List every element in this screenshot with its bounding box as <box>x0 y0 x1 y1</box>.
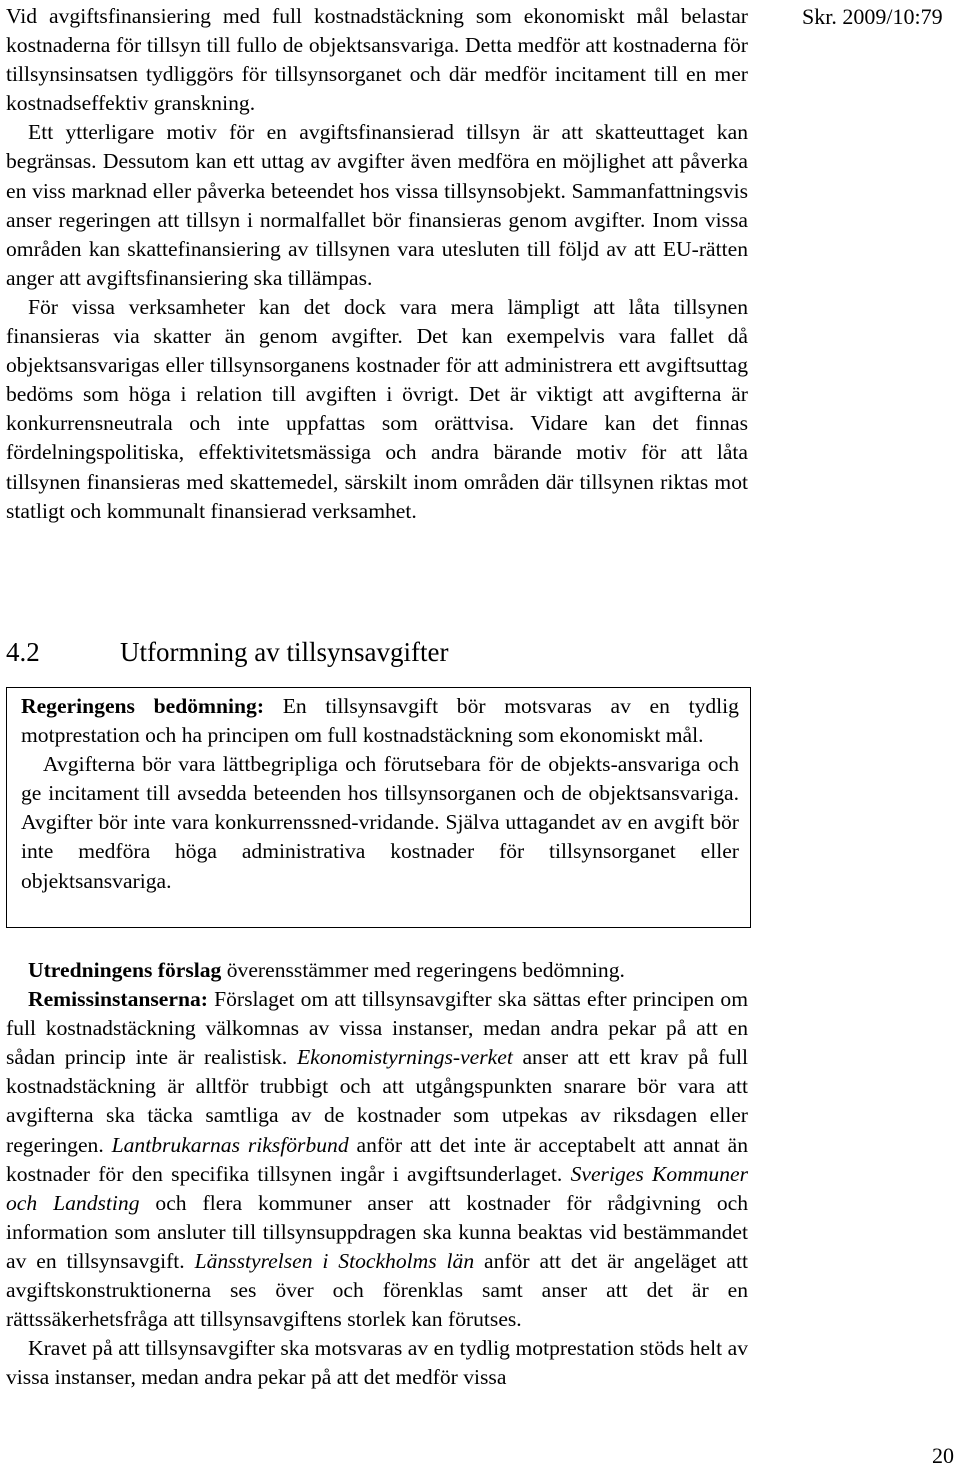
intro-text-block <box>6 2 748 526</box>
paragraph-1: Vid avgiftsfinansiering med full kostnadstäckning som ekonomiskt mål belastar kostnaderna för tillsyn till fullo de objektsansvariga. Detta medför att kostnaderna för tillsynsinsatsen tydliggörs för tillsynsorganet och där medför incitament till en mer kostnadseffektiv granskning. <box>6 4 748 116</box>
proposal-text-block <box>6 956 748 1392</box>
paragraph-2: Ett ytterligare motiv för en avgiftsfinansierad tillsyn är att skatteuttaget kan begränsas. Dessutom kan ett uttag av avgifter även medföra en möjlighet att påverka en viss marknad eller påverka beteendet hos vissa tillsynsobjekt. Sammanfattningsvis anser regeringen att tillsyn i normalfallet bör finansieras genom avgifter. Inom vissa områden kan skattefinansiering av tillsynen vara utesluten till följd av att EU-rätten anger att avgiftsfinansiering ska tillämpas. <box>6 120 748 290</box>
page-number: 20 <box>932 1443 954 1468</box>
section-title: Utformning av tillsynsavgifter <box>120 637 449 667</box>
assessment-paragraph-1 <box>21 692 739 750</box>
document-reference: Skr. 2009/10:79 <box>802 4 943 29</box>
referral-paragraph <box>6 985 748 1334</box>
referral-text-5: anför att det är angeläget att avgiftskonstruktionerna ses över och förenklas samt anser att det är en rättssäkerhetsfråga att tillsynsavgiftens storlek kan förutses. <box>6 1248 749 1332</box>
referral-label: Remissinstanserna: <box>28 987 208 1012</box>
final-paragraph: Kravet på att tillsynsavgifter ska motsvaras av en tydlig motprestation stöds helt av vissa instanser, medan andra pekar på att det medför vissa <box>6 1336 748 1390</box>
referral-agency-3: Sveriges Kommuner och Landsting <box>6 1161 748 1215</box>
referral-text-4: och flera kommuner anser att kostnader för rådgivning och information som ansluter till tillsynsuppdragen ska kunna beaktas vid bestämmandet av en tillsynsavgift. <box>6 1190 749 1273</box>
section-number: 4.2 <box>6 637 40 667</box>
inquiry-paragraph <box>6 956 748 985</box>
section-heading <box>6 634 448 670</box>
assessment-paragraph-2: Avgifterna bör vara lättbegripliga och förutsebara för de objekts-ansvariga och ge incitament till avsedda beteenden hos tillsynsorganen och de objektsansvariga. Avgifter bör inte vara konkurrenssned-vridande. Själva uttagandet av en avgift bör inte medföra höga administrativa kostnader för tillsynsorganet eller objektsansvariga. <box>21 752 739 893</box>
referral-agency-4: Länsstyrelsen i Stockholms län <box>194 1248 475 1273</box>
inquiry-text: överensstämmer med regeringens bedömning. <box>221 958 625 982</box>
referral-text-2: anser att ett krav på full kostnadstäckning är alltför trubbigt och att utgångspunkten snarare bör vara att avgifterna ska täcka samtliga av de kostnader som utpekas av riksdagen eller regeringen. <box>6 1045 749 1157</box>
inquiry-label: Utredningens förslag <box>28 958 222 982</box>
referral-text-1: Förslaget om att tillsynsavgifter ska sättas efter principen om full kostnadstäckning välkomnas av vissa instanser, medan andra pekar på att en sådan princip inte är realistisk. <box>6 987 748 1070</box>
referral-agency-2: Lantbrukarnas riksförbund <box>111 1132 349 1157</box>
referral-agency-1: Ekonomistyrnings-verket <box>296 1045 513 1070</box>
assessment-text-1: En tillsynsavgift bör motsvaras av en tydlig motprestation och ha principen om full kostnadstäckning som ekonomiskt mål. <box>21 694 739 748</box>
paragraph-3: För vissa verksamheter kan det dock vara mera lämpligt att låta tillsynen finansieras via skatter än genom avgifter. Det kan exempelvis vara fallet då objektsansvarigas eller tillsynsorganens kostnader för att administrera ett avgiftsuttag bedöms som höga i relation till avgiften i övrigt. Det är viktigt att avgifterna är konkurrensneutrala och inte uppfattas som orättvisa. Vidare kan det finnas fördelningspolitiska, effektivitetsmässiga och andra bärande motiv för att låta tillsynen finansieras med skattemedel, särskilt inom områden där tillsynen riktas mot statligt och kommunalt finansierad verksamhet. <box>6 294 748 523</box>
assessment-label: Regeringens bedömning: <box>21 694 265 718</box>
referral-text-3: anför att det inte är acceptabelt att annat än kostnader för den specifika tillsynen ingår i avgiftsunderlaget. <box>6 1132 748 1186</box>
assessment-box <box>6 687 751 928</box>
